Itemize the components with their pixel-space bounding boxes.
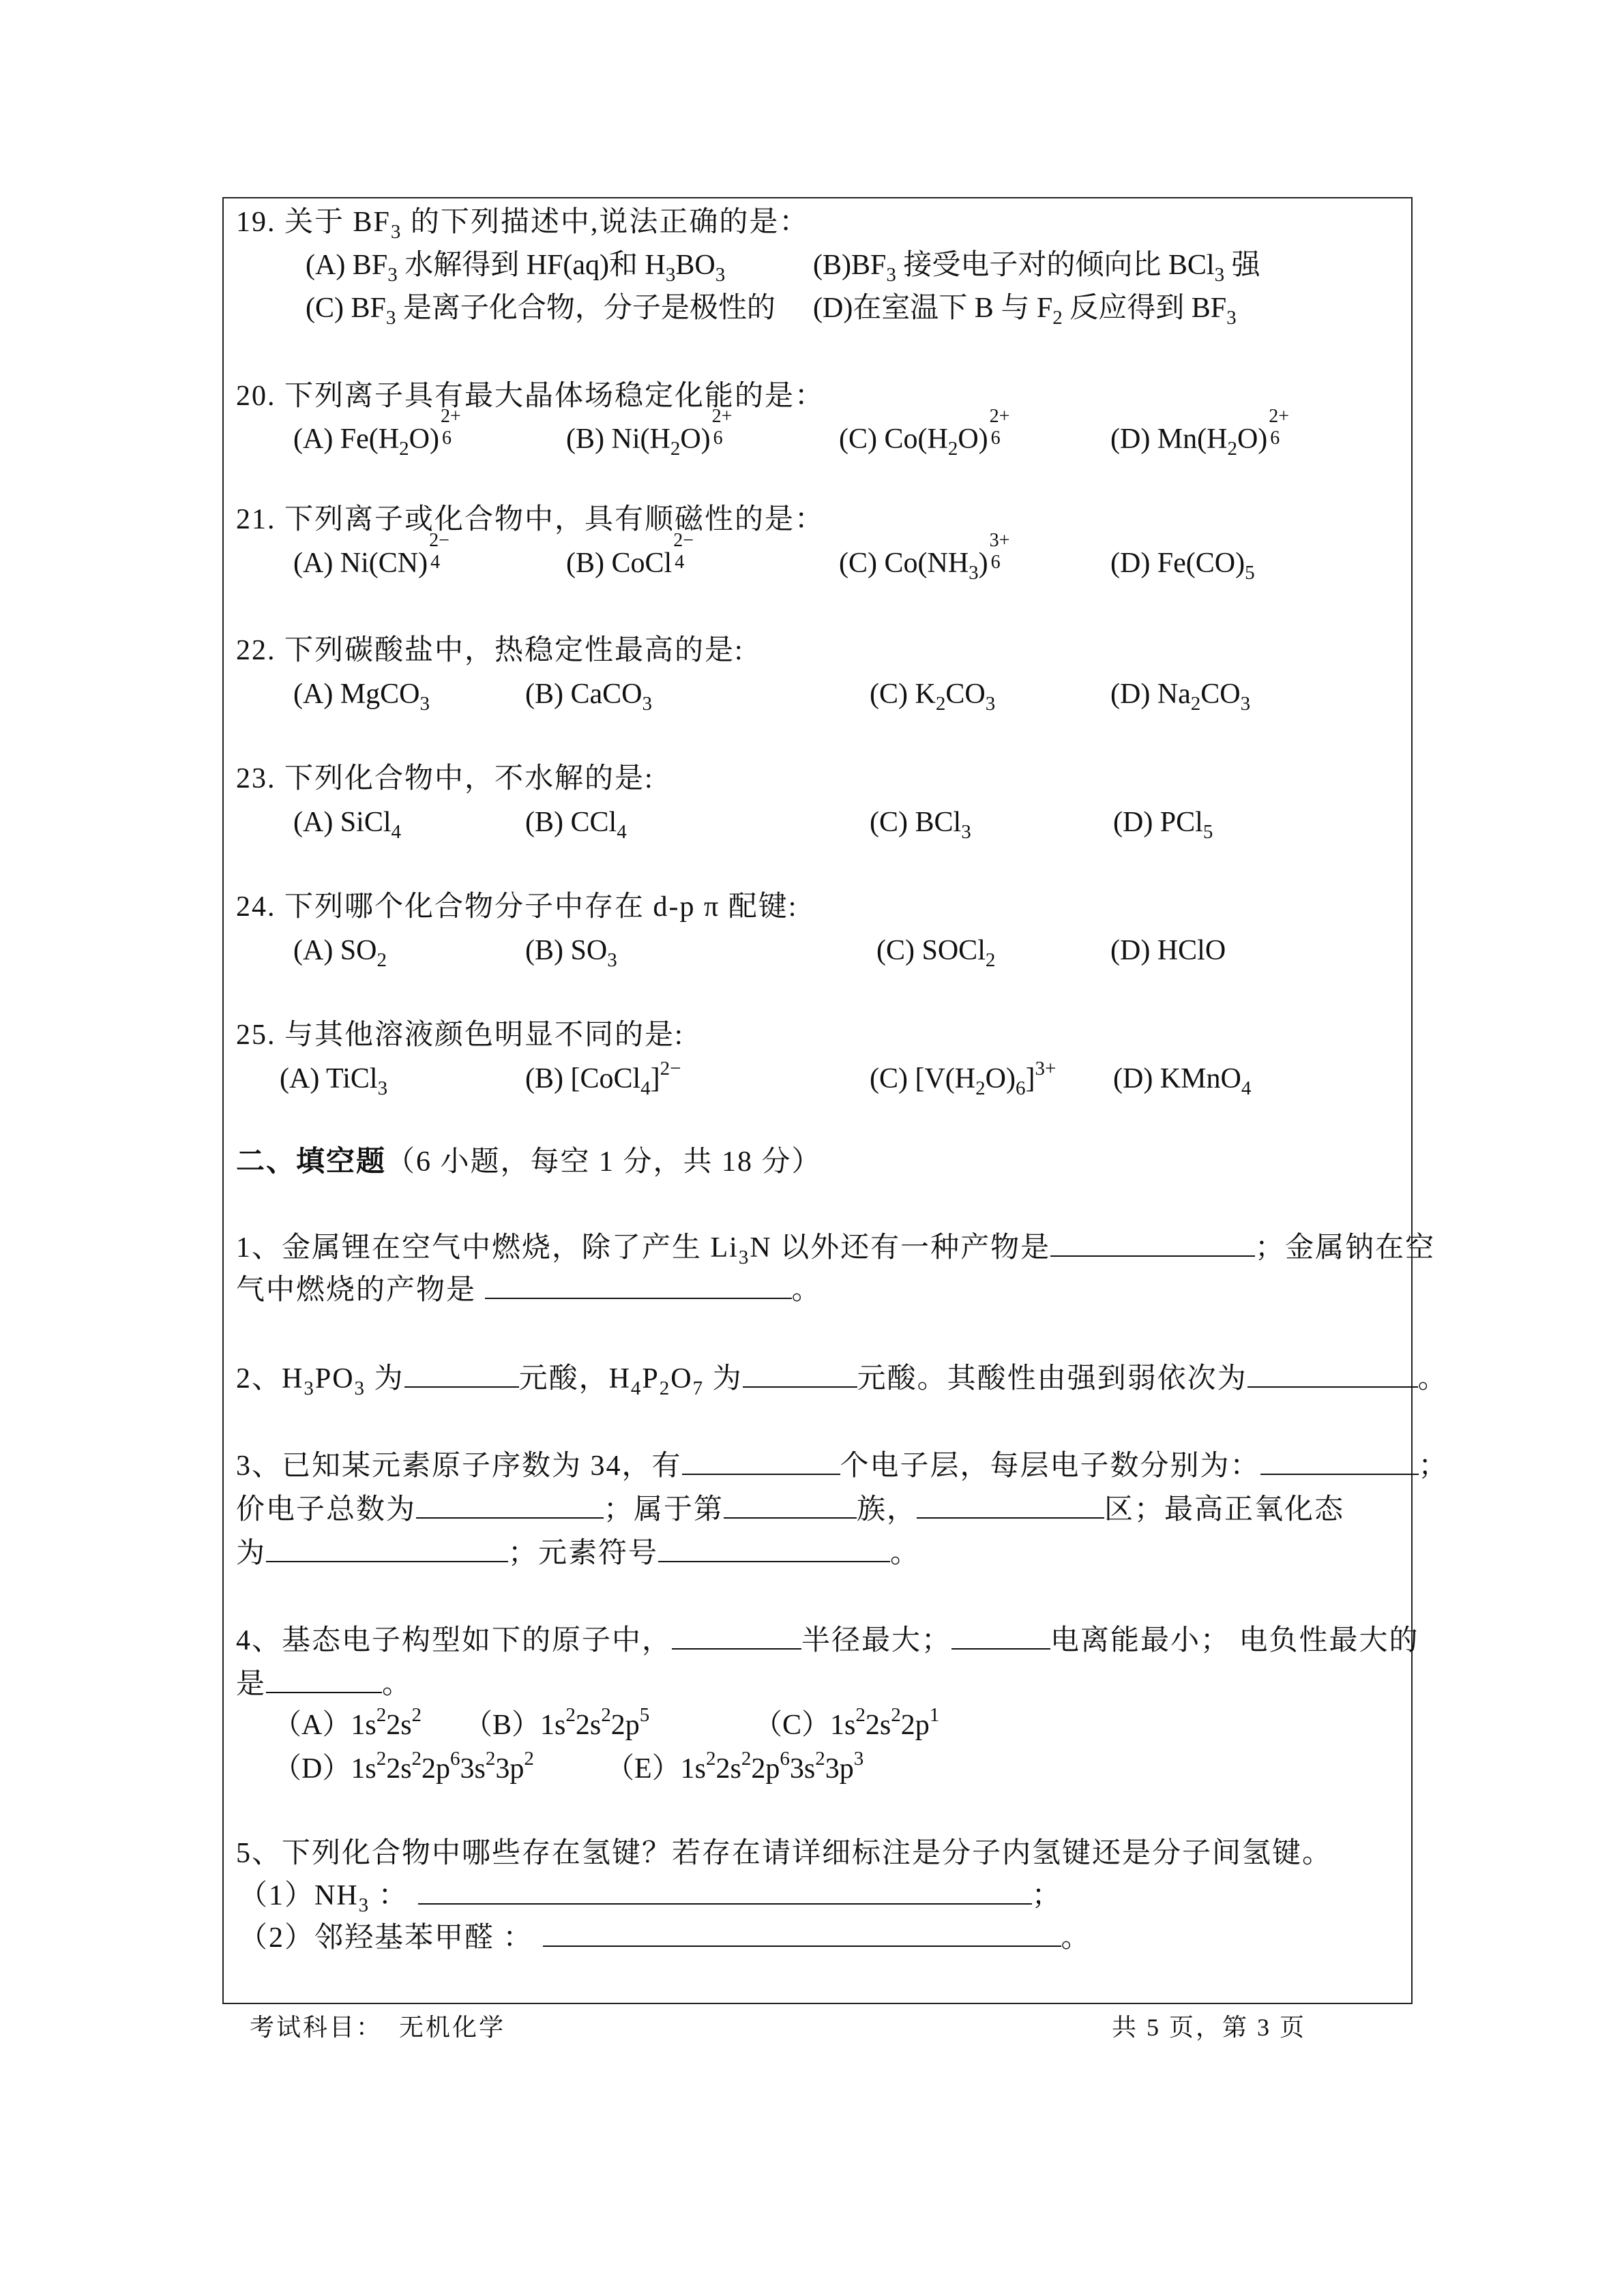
q19-option-b: $(B)BF_3$ 接受电子对的倾向比 BCl$_3$ 强 bbox=[813, 250, 1260, 286]
answer-blank[interactable] bbox=[266, 1538, 508, 1562]
q19-stem: 19. 关于 $BF_3$ 的下列描述中,说法正确的是： bbox=[236, 207, 810, 243]
answer-blank[interactable] bbox=[917, 1494, 1104, 1519]
answer-blank[interactable] bbox=[951, 1625, 1050, 1650]
q21-option-a: (A) Ni(CN) 2− 4 bbox=[293, 530, 449, 579]
section-2-heading: 二、填空题（6 小题，每空 1 分，共 18 分） bbox=[236, 1146, 822, 1178]
fill-2: 2、$H_3PO_3$ 为 元酸，$H_4P_2O_7$ 为 元酸。其酸性由强到弱依次为 。 bbox=[236, 1363, 1448, 1399]
q21-option-c: (C) $Co(NH_3)$ 3+ 6 bbox=[839, 530, 1010, 584]
q21-option-d: (D) $Fe(CO)_5$ bbox=[1110, 548, 1255, 584]
config-e: $(E)1s^22s^22p^63s^23p^3$ bbox=[606, 1748, 864, 1785]
q20-option-d: (D) $Mn(H_2O)$ 2+ 6 bbox=[1110, 406, 1290, 460]
q24-option-b: (B) $SO_3$ bbox=[525, 935, 617, 971]
q22-option-a: (A) MgCO$_3$ bbox=[293, 679, 430, 715]
fill-4-line-2: 是 。 bbox=[236, 1669, 413, 1700]
q19-option-c: (C) $BF_3$ 是离子化合物，分子是极性的 bbox=[306, 293, 776, 329]
q22-option-b: (B) CaCO$_3$ bbox=[525, 679, 652, 715]
q25-option-b: (B) [CoCl$_4$]$^{2-}$ bbox=[525, 1058, 681, 1099]
fill-5-stem: 5、下列化合物中哪些存在氢键？若存在请详细标注是分子内氢键还是分子间氢键。 bbox=[236, 1838, 1333, 1869]
q20-option-a: (A) $Fe(H_2O)$ 2+ 6 bbox=[293, 406, 461, 460]
q20-option-b: (B) $Ni(H_2O)$ 2+ 6 bbox=[566, 406, 733, 460]
config-d: $(D)1s^22s^22p^63s^23p^2$ bbox=[273, 1748, 534, 1785]
answer-blank[interactable] bbox=[743, 1363, 857, 1388]
q23-option-a: (A) SiCl$_4$ bbox=[293, 807, 402, 843]
q22-option-c: (C) $K_2CO_3$ bbox=[870, 679, 996, 715]
fill-3-line-3: 为 ；元素符号 。 bbox=[236, 1538, 921, 1569]
answer-blank[interactable] bbox=[543, 1922, 1061, 1947]
fill-3-line-1: 3、已知某元素原子序数为 34，有 个电子层，每层电子数分别为： ； bbox=[236, 1450, 1449, 1482]
q19-option-a: (A) $BF_3$ 水解得到 HF(aq)和 $H_3BO_3$ bbox=[306, 250, 726, 286]
config-c: $(C)1s^22s^22p^1$ bbox=[754, 1704, 940, 1741]
q22-stem: 22. 下列碳酸盐中，热稳定性最高的是: bbox=[236, 635, 744, 666]
q20-option-c: (C) $Co(H_2O)$ 2+ 6 bbox=[839, 406, 1010, 460]
q23-option-c: (C) BCl$_3$ bbox=[870, 807, 971, 843]
fill-1-line-2: 气中燃烧的产物是 。 bbox=[236, 1274, 822, 1306]
answer-blank[interactable] bbox=[672, 1625, 801, 1650]
q20-stem: 20. 下列离子具有最大晶体场稳定化能的是： bbox=[236, 381, 825, 412]
q25-option-d: (D) KMnO$_4$ bbox=[1113, 1063, 1252, 1099]
fill-3-line-2: 价电子总数为 ；属于第 族， 区；最高正氧化态 bbox=[236, 1494, 1345, 1525]
config-a: $(A)1s^22s^2$ bbox=[273, 1704, 422, 1741]
q23-option-b: (B) CCl$_4$ bbox=[525, 807, 627, 843]
q24-option-a: (A) $SO_2$ bbox=[293, 935, 387, 971]
fill-5-item-1: $(1)NH_3$ ： ； bbox=[239, 1880, 1062, 1916]
q24-stem: 24. 下列哪个化合物分子中存在 d-p π 配键: bbox=[236, 891, 798, 923]
q25-option-c: (C) $[V(H_2O)_6]^{3+}$ bbox=[870, 1058, 1057, 1099]
footer-page-count: 共 5 页，第 3 页 bbox=[1112, 2014, 1307, 2041]
answer-blank[interactable] bbox=[418, 1880, 1032, 1905]
fill-1-line-1: 1、金属锂在空气中燃烧，除了产生 $Li_3N$ 以外还有一种产物是 ；金属钠在空 bbox=[236, 1232, 1436, 1268]
q23-option-d: (D) PCl$_5$ bbox=[1113, 807, 1213, 843]
fill-5-item-2: （2）邻羟基苯甲醛 ： 。 bbox=[239, 1922, 1091, 1954]
answer-blank[interactable] bbox=[1247, 1363, 1418, 1388]
q25-option-a: (A) TiCl$_3$ bbox=[280, 1063, 388, 1099]
answer-blank[interactable] bbox=[658, 1538, 890, 1562]
q24-option-d: (D) HClO bbox=[1110, 935, 1226, 966]
q21-stem: 21. 下列离子或化合物中，具有顺磁性的是： bbox=[236, 504, 825, 535]
q21-option-b: (B) CoCl 2− 4 bbox=[566, 530, 694, 579]
config-b: $(B)1s^22s^22p^5$ bbox=[464, 1704, 650, 1741]
q22-option-d: (D) $Na_2CO_3$ bbox=[1110, 679, 1251, 715]
q19-option-d: (D)在室温下 B 与 $F_2$ 反应得到 $BF_3$ bbox=[813, 293, 1237, 329]
q25-stem: 25. 与其他溶液颜色明显不同的是: bbox=[236, 1019, 684, 1051]
answer-blank[interactable] bbox=[682, 1450, 840, 1475]
answer-blank[interactable] bbox=[724, 1494, 857, 1519]
answer-blank[interactable] bbox=[416, 1494, 604, 1519]
answer-blank[interactable] bbox=[1050, 1232, 1255, 1257]
answer-blank[interactable] bbox=[266, 1669, 382, 1693]
footer-subject: 考试科目： 无机化学 bbox=[250, 2014, 506, 2041]
q23-stem: 23. 下列化合物中，不水解的是: bbox=[236, 763, 654, 794]
answer-blank[interactable] bbox=[485, 1274, 792, 1299]
answer-blank[interactable] bbox=[404, 1363, 519, 1388]
answer-blank[interactable] bbox=[1260, 1450, 1419, 1475]
q24-option-c: (C) SOCl$_2$ bbox=[876, 935, 996, 971]
fill-4-line-1: 4、基态电子构型如下的原子中， 半径最大； 电离能最小； 电负性最大的 bbox=[236, 1625, 1419, 1656]
